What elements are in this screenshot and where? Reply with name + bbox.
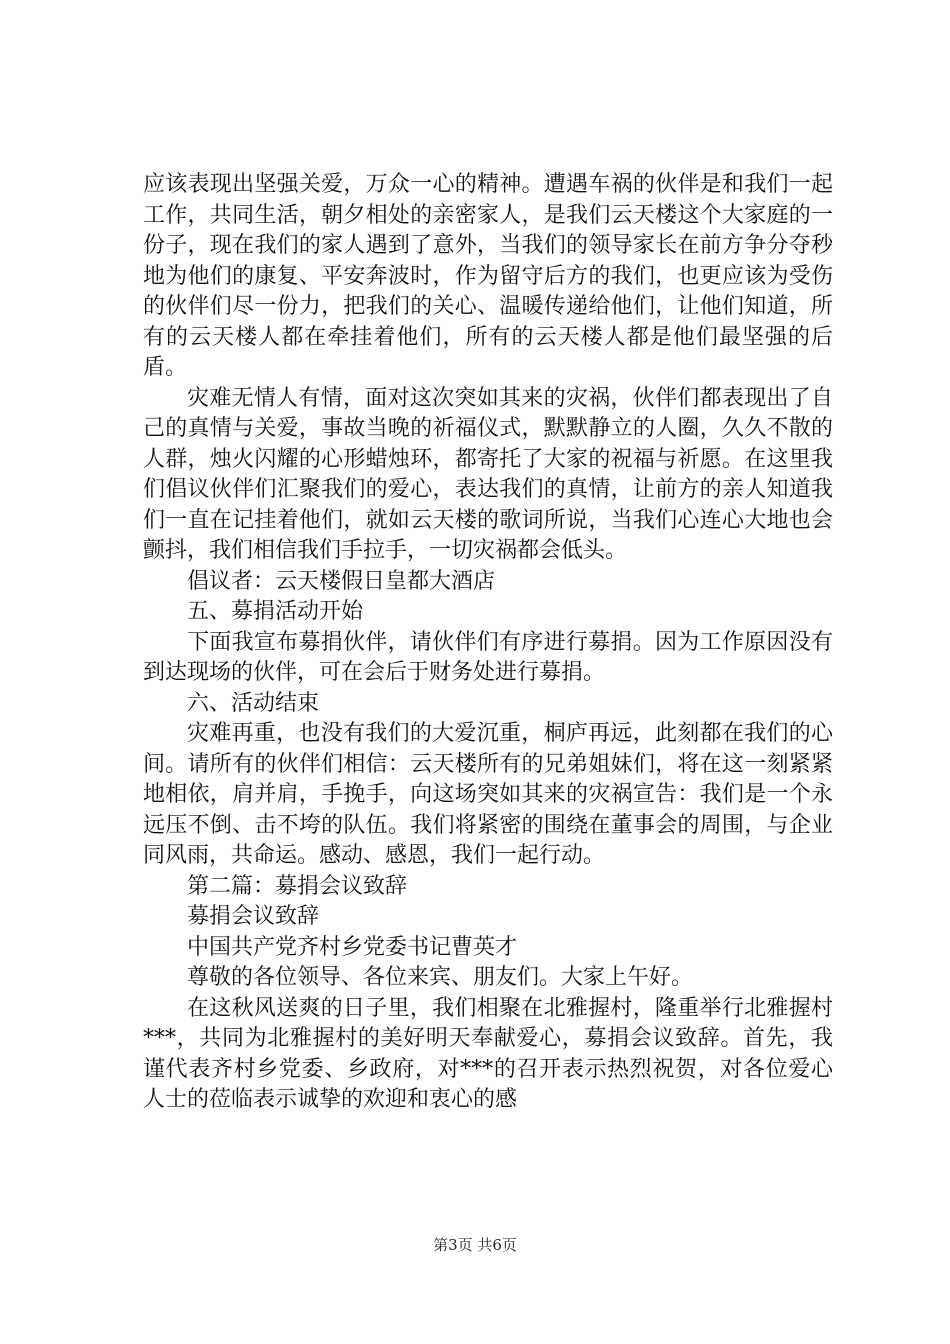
paragraph-closing: 灾难再重，也没有我们的大爱沉重，桐庐再远，此刻都在我们的心间。请所有的伙伴们相信：云天楼所有的兄弟姐妹们，将在这一刻紧紧地相依，肩并肩，手挽手，向这场突如其来的灾祸宣告：我们是一个永远压不倒、击不垮的队伍。我们将紧密的围绕在董事会的周围，与企业同风雨，共命运。感动、感恩，我们一起行动。 [143, 721, 833, 868]
chapter-title: 第二篇：募捐会议致辞 [187, 873, 408, 899]
page-footer: 第3页 共6页 [433, 1236, 517, 1254]
section-heading-6: 六、活动结束 [187, 690, 320, 716]
paragraph-2: 灾难无情人有情，面对这次突如其来的灾祸，伙伴们都表现出了自己的真情与关爱，事故当晚的祈福仪式，默默静立的人圈，久久不散的人群，烛火闪耀的心形蜡烛环，都寄托了大家的祝福与祈愿。在这里我们倡议伙伴们汇聚我们的爱心，表达我们的真情，让前方的亲人知道我们一直在记挂着他们，就如云天楼的歌词所说，当我们心连心大地也会颤抖，我们相信我们手拉手，一切灾祸都会低头。 [143, 385, 833, 563]
document-body [143, 170, 833, 1116]
paragraph-speech: 在这秋风送爽的日子里，我们相聚在北雅握村，隆重举行北雅握村***，共同为北雅握村的美好明天奉献爱心，募捐会议致辞。首先，我谨代表齐村乡党委、乡政府，对***的召开表示热烈祝贺，对各位爱心人士的莅临表示诚挚的欢迎和衷心的感 [143, 995, 833, 1112]
paragraph-1: 应该表现出坚强关爱，万众一心的精神。遭遇车祸的伙伴是和我们一起工作，共同生活，朝夕相处的亲密家人，是我们云天楼这个大家庭的一份子，现在我们的家人遇到了意外，当我们的领导家长在前方争分夺秒地为他们的康复、平安奔波时，作为留守后方的我们，也更应该为受伤的伙伴们尽一份力，把我们的关心、温暖传递给他们，让他们知道，所有的云天楼人都在牵挂着他们，所有的云天楼人都是他们最坚强的后盾。 [143, 172, 833, 380]
initiator-line: 倡议者：云天楼假日皇都大酒店 [187, 568, 496, 594]
section-heading-5: 五、募捐活动开始 [187, 599, 364, 624]
speaker-line: 中国共产党齐村乡党委书记曹英才 [187, 934, 518, 960]
speech-title: 募捐会议致辞 [187, 904, 320, 929]
paragraph-donation: 下面我宣布募捐伙伴，请伙伴们有序进行募捐。因为工作原因没有到达现场的伙伴，可在会后于财务处进行募捐。 [143, 629, 833, 685]
greeting-line: 尊敬的各位领导、各位来宾、朋友们。大家上午好。 [187, 965, 694, 990]
